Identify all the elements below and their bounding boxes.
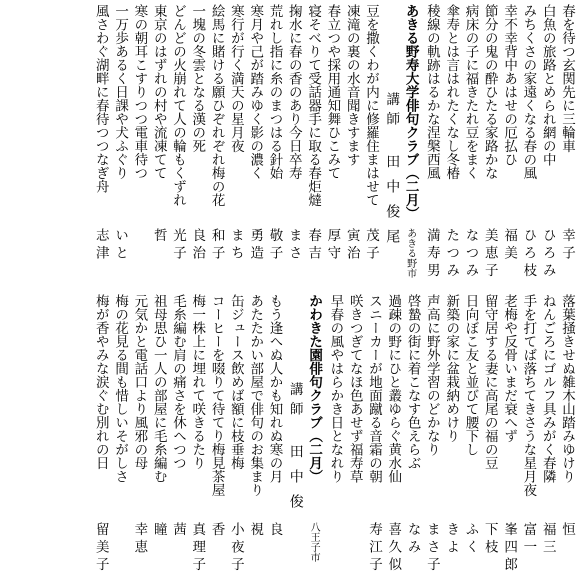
haiku-text: みちくさの家遠くなる春の風: [520, 4, 537, 180]
haiku-author: いと: [112, 228, 129, 263]
haiku-text: 節分の鬼の酔ひたる家路かな: [481, 4, 498, 180]
haiku-text: 稜線の軌跡はるかな涅槃西風: [423, 4, 440, 180]
haiku-text: 留守居する妻に高尾の福の豆: [481, 294, 498, 470]
haiku-author: 茜: [170, 522, 186, 540]
haiku-author: まさ: [285, 228, 302, 263]
haiku-text: 絵馬に賭ける願ひぞれぞれ梅の花: [208, 4, 225, 207]
haiku-author: たつみ: [443, 228, 460, 281]
haiku-author: 敬子: [266, 228, 283, 263]
haiku-text: 手を打てば落ちてきさうな星月夜: [520, 294, 537, 497]
haiku-author: 留美子: [92, 522, 109, 575]
haiku-author: 福美: [501, 228, 518, 263]
club-title: あきる野寿大学俳句クラブ（二月）: [402, 4, 419, 220]
haiku-text: 寒行が行く満天の星月夜: [227, 4, 244, 153]
haiku-author: なみ: [404, 522, 421, 557]
haiku-text: 掬水に春の香のあり今日卒寿: [285, 4, 302, 180]
haiku-author: 光子: [170, 228, 186, 263]
haiku-text: 傘寿とは言はれたくなし冬椿: [443, 4, 460, 180]
haiku-author: 富一: [520, 522, 537, 557]
haiku-author: ふく: [462, 522, 479, 557]
lecturer-label: 講師: [286, 382, 303, 421]
haiku-author: 幸子: [559, 228, 575, 263]
haiku-author: 幸恵: [131, 522, 148, 557]
haiku-text: あたたかい部屋で俳句のお集まり: [247, 294, 264, 497]
lecturer-name: 田中俊尾: [384, 154, 401, 254]
haiku-text: 寝そべりて受話器手に取る春炬燵: [305, 4, 322, 207]
haiku-text: 一万歩あるく日課や犬ふぐり: [112, 4, 129, 180]
haiku-author: なつみ: [462, 228, 479, 281]
haiku-text: 風さわぐ湖畔に春待つつなぎ舟: [92, 4, 109, 193]
haiku-author: 寿江子: [366, 522, 382, 575]
haiku-text: 一塊の冬雲となる漢の死: [189, 4, 206, 153]
haiku-author: 小夜子: [227, 522, 244, 575]
haiku-text: 梅一株上に埋れて咲きるたり: [189, 294, 206, 470]
haiku-author: 真理子: [189, 522, 206, 575]
club-title: かわきた園俳句クラブ（二月）: [306, 294, 323, 483]
haiku-author: 喜久似: [385, 522, 402, 575]
haiku-text: ねんごろにゴルフ具みがく春隣: [539, 294, 556, 483]
haiku-text: 凍滝の裏の水音聞きすます: [343, 4, 360, 166]
haiku-text: 病床の子に福きたれ豆をまく: [462, 4, 479, 180]
lecturer-label: 講師: [383, 92, 400, 131]
haiku-text: 寒月や己が踏みゆく影の濃く: [247, 4, 264, 180]
haiku-text: 祖母思ひ一人の部屋に毛糸編む: [150, 294, 167, 483]
haiku-author: 志津: [92, 228, 109, 263]
haiku-text: 白魚の旅路とめられ網の中: [539, 4, 556, 166]
haiku-text: 東京のはずれの村や流凍てて: [150, 4, 167, 180]
haiku-text: 咲きつぎてなほ色あせず福寿草: [346, 294, 363, 483]
haiku-text: 過疎の野にひと叢ゆらぐ黄水仙: [385, 294, 402, 483]
club-city: 八王子市: [308, 522, 320, 562]
haiku-text: 毛糸編む肩の痛さを休へつつ: [170, 294, 186, 470]
haiku-author: きよ: [443, 522, 460, 557]
haiku-author: 恒: [559, 522, 575, 540]
haiku-text: もう逢へぬ人かも知れぬ寒の月: [266, 294, 283, 483]
haiku-text: どんどの火崩れて人の輪もくずれ: [170, 4, 186, 207]
haiku-text: スニーカーが地面蹴る音霜の朝: [366, 294, 382, 483]
haiku-text: 春を待つ玄関先に三輪車: [559, 4, 575, 153]
haiku-author: 茂子: [363, 228, 379, 263]
club-city: あきる野市: [404, 228, 416, 278]
haiku-text: 梅の花見る間も惜しいそがしさ: [112, 294, 129, 483]
haiku-text: 元気かと電話口より風邪の母: [131, 294, 148, 470]
haiku-author: ひろみ: [539, 228, 556, 281]
haiku-author: まち: [227, 228, 244, 263]
haiku-text: 早春の風やはらかき日となれり: [327, 294, 344, 483]
haiku-author: 良治: [189, 228, 206, 263]
haiku-author: 春吉: [305, 228, 322, 263]
haiku-author: まさ子: [423, 522, 440, 575]
haiku-author: 和子: [208, 228, 225, 263]
haiku-text: 梅が香やみな涙ぐむ別れの日: [92, 294, 109, 470]
haiku-author: ひろ枝: [520, 228, 537, 281]
haiku-author: 寅治: [343, 228, 360, 263]
haiku-text: 落葉掻きせぬ雑木山踏みゆけり: [559, 294, 575, 483]
haiku-text: 新築の家に盆栽納めけり: [443, 294, 460, 443]
haiku-text: 幸不幸背中あはせの厄払ひ: [501, 4, 518, 166]
haiku-text: 豆を撒くわが内に修羅住まはせて: [363, 4, 379, 207]
haiku-author: 美恵子: [481, 228, 498, 281]
haiku-text: 老梅や反骨いまだ衰へず: [501, 294, 518, 443]
haiku-text: 缶ジュース飲めば額に枝垂梅: [227, 294, 244, 470]
haiku-author: 下枝: [481, 522, 498, 557]
haiku-text: 啓蟄の街に着こなす色えらぶ: [404, 294, 421, 470]
haiku-text: 声高に野外学習のどかなり: [423, 294, 440, 456]
haiku-author: 勇造: [247, 228, 264, 263]
lecturer-name: 田中俊: [287, 444, 304, 519]
haiku-text: 荒れし指に糸のまつはる針始: [266, 4, 283, 180]
haiku-text: コーヒーを啜りて待てり梅見茶屋: [208, 294, 225, 497]
haiku-author: 峯四郎: [501, 522, 518, 575]
haiku-author: 瞳: [150, 522, 167, 540]
haiku-author: 満寿男: [423, 228, 440, 281]
haiku-author: 哲: [150, 228, 167, 246]
haiku-author: 視: [247, 522, 264, 540]
haiku-text: 日向ぼこ友と並びて腰下し: [462, 294, 479, 456]
haiku-author: 香: [208, 522, 225, 540]
haiku-author: 厚守: [324, 228, 341, 263]
haiku-author: 福三: [539, 522, 556, 557]
haiku-text: 春立つや採用通知舞ひこみて: [324, 4, 341, 180]
haiku-author: 良: [266, 522, 283, 540]
haiku-text: 寒の朝耳こすりつつ電車待つ: [131, 4, 148, 180]
